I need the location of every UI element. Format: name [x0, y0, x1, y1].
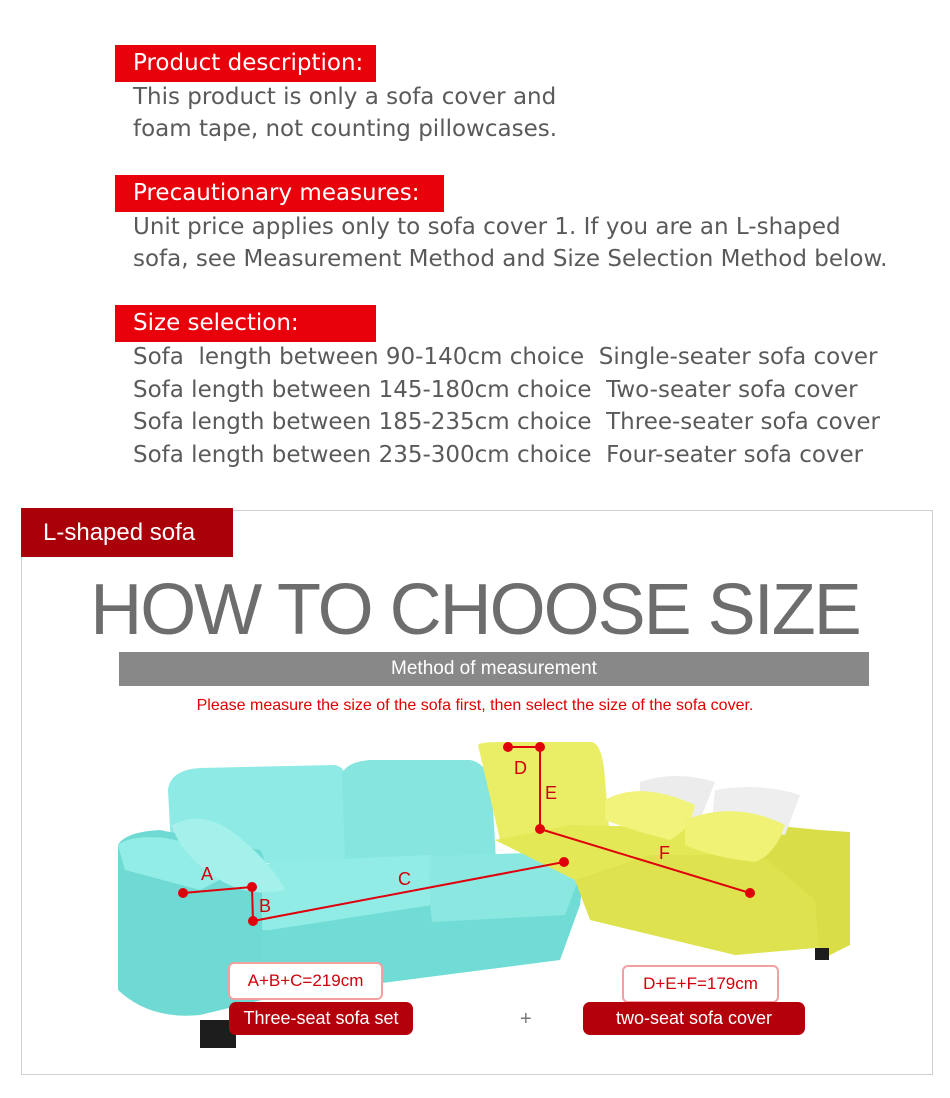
product-description-heading: Product description:: [115, 45, 376, 82]
formula-right: D+E+F=179cm: [622, 965, 779, 1003]
measure-label-c: C: [398, 869, 411, 889]
two-seat-sofa-cover-pill: two-seat sofa cover: [583, 1002, 805, 1035]
measure-label-e: E: [545, 783, 558, 803]
size-selection-line: Sofa length between 235-300cm choice Four-seater sofa cover: [133, 442, 864, 468]
measure-label-f: F: [659, 843, 670, 863]
product-description-line: This product is only a sofa cover and: [133, 84, 557, 110]
measure-label-d: D: [514, 758, 527, 778]
how-to-choose-size-title: HOW TO CHOOSE SIZE: [90, 570, 860, 650]
measure-label-b: B: [259, 896, 272, 916]
three-seat-sofa-set-pill: Three-seat sofa set: [229, 1002, 413, 1035]
product-description-line: foam tape, not counting pillowcases.: [133, 116, 558, 142]
measure-instruction: Please measure the size of the sofa first, then select the size of the sofa cover.: [196, 697, 754, 714]
formula-left: A+B+C=219cm: [228, 962, 383, 1000]
measure-label-a: A: [201, 864, 214, 884]
precautionary-line: Unit price applies only to sofa cover 1. If you are an L-shaped: [133, 214, 841, 240]
size-selection-line: Sofa length between 90-140cm choice Single-seater sofa cover: [133, 344, 878, 370]
method-of-measurement-bar: Method of measurement: [119, 652, 869, 686]
size-selection-heading: Size selection:: [115, 305, 376, 342]
l-shaped-sofa-tag: L-shaped sofa: [21, 508, 233, 557]
precautionary-heading: Precautionary measures:: [115, 175, 444, 212]
size-selection-line: Sofa length between 145-180cm choice Two-seater sofa cover: [133, 377, 858, 403]
plus-sign: +: [520, 1008, 532, 1030]
size-selection-line: Sofa length between 185-235cm choice Three-seater sofa cover: [133, 409, 880, 435]
precautionary-line: sofa, see Measurement Method and Size Selection Method below.: [133, 246, 888, 272]
